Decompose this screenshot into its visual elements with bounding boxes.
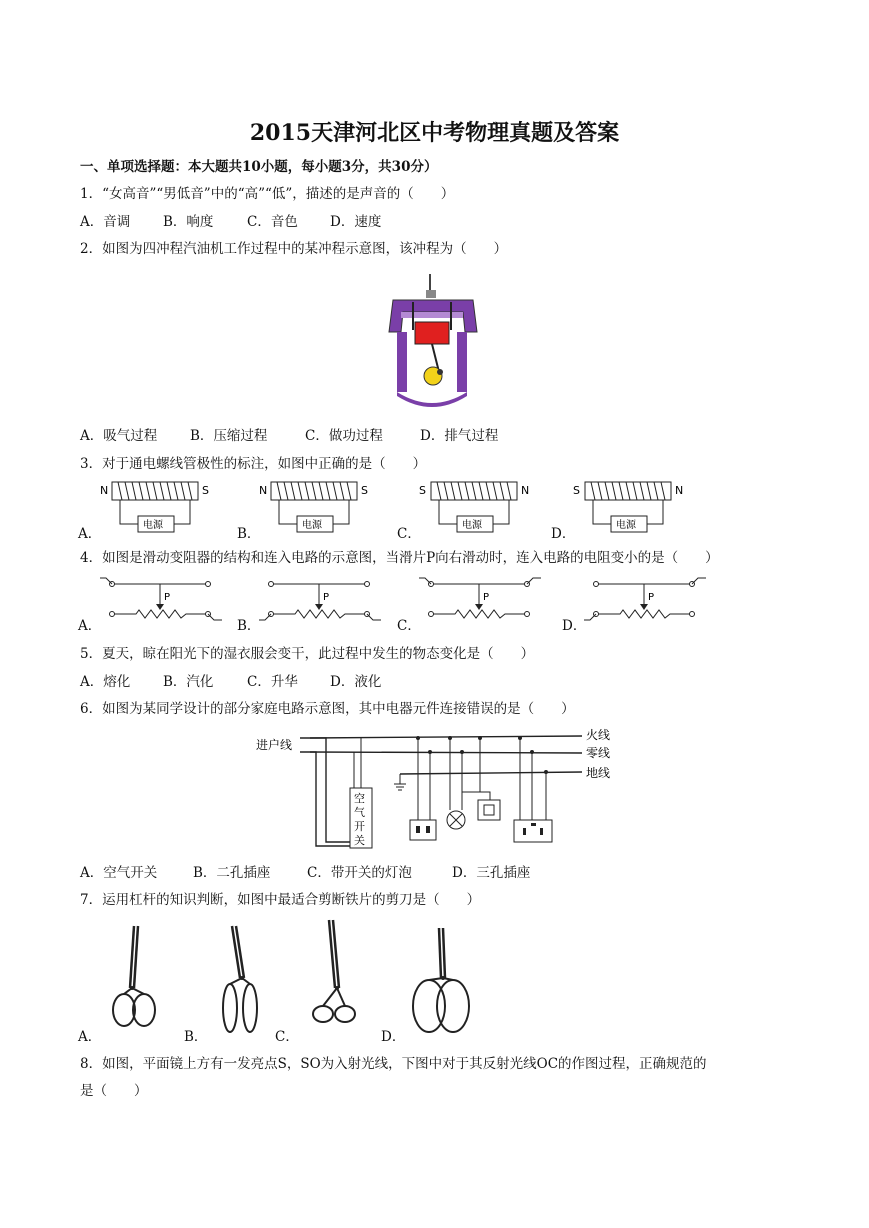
q6-option-d: D．三孔插座	[452, 865, 531, 881]
q4-slider-label: P	[648, 592, 655, 603]
ground-wire-label: 地线	[586, 766, 611, 780]
q3-label-b: B．	[237, 526, 261, 542]
q5-option-a: A．熔化	[80, 674, 131, 690]
q3-right-pole-label: S	[361, 484, 368, 497]
q3-left-pole-label: S	[573, 484, 580, 497]
q3-solenoid-figure-c	[417, 478, 537, 540]
household-circuit-diagram	[250, 722, 620, 852]
q3-solenoid-figure-d	[571, 478, 691, 540]
neutral-wire-label: 零线	[586, 746, 611, 760]
q8-stem-line2: 是（ ）	[80, 1083, 148, 1099]
q3-right-pole-label: N	[675, 484, 684, 497]
q3-solenoid-figure-a	[98, 478, 218, 540]
q2-stem: 2．如图为四冲程汽油机工作过程中的某冲程示意图，该冲程为（ ）	[80, 241, 508, 257]
q4-slider-label: P	[164, 592, 171, 603]
q3-left-pole-label: N	[100, 484, 109, 497]
q3-label-a: A．	[78, 526, 102, 542]
q6-option-a: A．空气开关	[80, 865, 158, 881]
q5-stem: 5．夏天，晾在阳光下的湿衣服会变干，此过程中发生的物态变化是（ ）	[80, 646, 535, 662]
q5-option-b: B．汽化	[163, 674, 214, 690]
q6-option-c: C．带开关的灯泡	[307, 865, 412, 881]
q3-left-pole-label: S	[419, 484, 426, 497]
q4-label-c: C．	[397, 618, 421, 634]
section-heading: 一、单项选择题：本大题共10小题，每小题3分，共30分）	[80, 159, 438, 175]
q3-power-label: 电源	[462, 520, 482, 531]
q4-rheostat-figure-d	[584, 574, 714, 626]
q4-rheostat-figure-b	[259, 574, 389, 626]
q7-scissors-figure-a	[88, 918, 188, 1038]
q3-left-pole-label: N	[259, 484, 268, 497]
q2-option-a: A．吸气过程	[80, 428, 158, 444]
q7-scissors-figure-d	[391, 918, 491, 1038]
live-wire-label: 火线	[586, 728, 611, 742]
q3-right-pole-label: S	[202, 484, 209, 497]
q7-label-c: C．	[275, 1029, 299, 1045]
q7-stem: 7．运用杠杆的知识判断，如图中最适合剪断铁片的剪刀是（ ）	[80, 892, 481, 908]
q4-stem: 4．如图是滑动变阻器的结构和连入电路的示意图，当滑片P向右滑动时，连入电路的电阻变小的是（ ）	[80, 550, 719, 566]
q3-stem: 3．对于通电螺线管极性的标注，如图中正确的是（ ）	[80, 456, 427, 472]
q8-stem-line1: 8．如图，平面镜上方有一发亮点S，SO为入射光线，下图中对于其反射光线OC的作图过程，正确规范的	[80, 1056, 707, 1072]
engine-diagram	[385, 272, 485, 412]
q3-power-label: 电源	[616, 520, 636, 531]
q4-rheostat-figure-a	[100, 574, 230, 626]
breaker-char-1: 空	[354, 792, 365, 805]
entry-line-label: 进户线	[256, 738, 293, 752]
page-title: 2015天津河北区中考物理真题及答案	[249, 120, 620, 146]
q4-label-a: A．	[78, 618, 102, 634]
q7-label-d: D．	[381, 1029, 406, 1045]
q7-label-a: A．	[78, 1029, 102, 1045]
q2-option-b: B．压缩过程	[190, 428, 268, 444]
q3-label-d: D．	[551, 526, 576, 542]
q6-option-b: B．二孔插座	[193, 865, 271, 881]
q4-label-d: D．	[562, 618, 587, 634]
q3-label-c: C．	[397, 526, 421, 542]
q1-option-d: D．速度	[330, 214, 382, 230]
q7-scissors-figure-c	[285, 918, 385, 1038]
q1-option-c: C．音色	[247, 214, 298, 230]
q3-right-pole-label: N	[521, 484, 530, 497]
q1-option-a: A．音调	[80, 214, 131, 230]
q4-slider-label: P	[483, 592, 490, 603]
q4-rheostat-figure-c	[419, 574, 549, 626]
q7-label-b: B．	[184, 1029, 208, 1045]
q6-stem: 6．如图为某同学设计的部分家庭电路示意图，其中电器元件连接错误的是（ ）	[80, 701, 575, 717]
q3-solenoid-figure-b	[257, 478, 377, 540]
breaker-char-3: 开	[354, 820, 365, 833]
q3-power-label: 电源	[302, 520, 322, 531]
q4-slider-label: P	[323, 592, 330, 603]
q1-stem: 1．“女高音”“男低音”中的“高”“低”，描述的是声音的（ ）	[80, 186, 455, 202]
breaker-char-2: 气	[354, 806, 365, 819]
q5-option-d: D．液化	[330, 674, 382, 690]
q7-scissors-figure-b	[194, 918, 294, 1038]
q2-option-d: D．排气过程	[420, 428, 499, 444]
q1-option-b: B．响度	[163, 214, 214, 230]
q4-label-b: B．	[237, 618, 261, 634]
q2-option-c: C．做功过程	[305, 428, 383, 444]
q3-power-label: 电源	[143, 520, 163, 531]
q5-option-c: C．升华	[247, 674, 298, 690]
breaker-char-4: 关	[354, 834, 365, 847]
